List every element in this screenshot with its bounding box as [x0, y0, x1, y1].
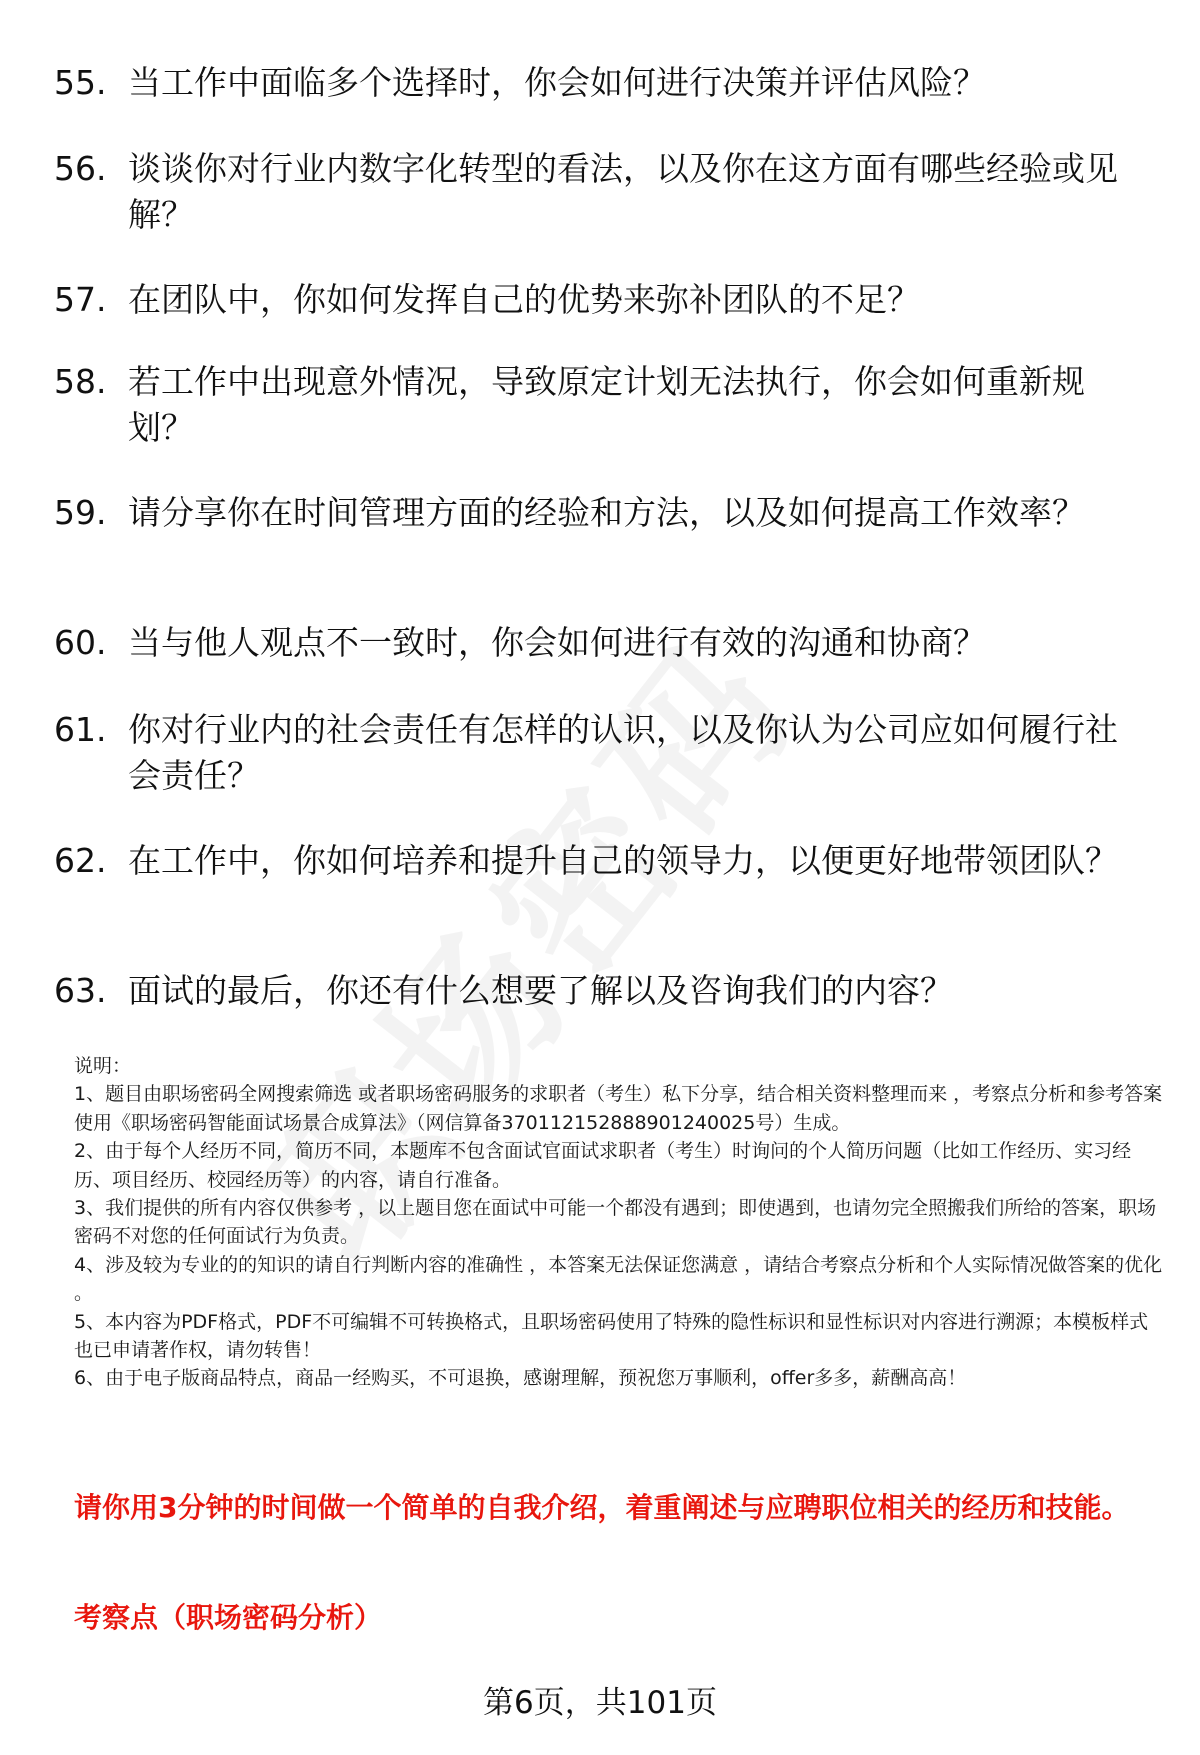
notes-section [74, 1052, 1164, 1393]
question-text: 谈谈你对行业内数字化转型的看法，以及你在这方面有哪些经验或见解？ [128, 149, 1118, 234]
question-number: 61. [54, 710, 107, 749]
question-item [54, 277, 1140, 323]
question-item [54, 146, 1140, 238]
notes-item: 2、由于每个人经历不同，简历不同，本题库不包含面试官面试求职者（考生）时询问的个人简历问题（比如工作经历、实习经历、项目经历、校园经历等）的内容，请自行准备。 [74, 1140, 1132, 1191]
question-text: 当与他人观点不一致时，你会如何进行有效的沟通和协商？ [128, 623, 986, 662]
question-item [54, 359, 1140, 451]
notes-item: 6、由于电子版商品特点，商品一经购买，不可退换，感谢理解，预祝您万事顺利，offer多多，薪酬高高！ [74, 1367, 967, 1390]
question-number: 58. [54, 362, 107, 401]
question-text: 在团队中，你如何发挥自己的优势来弥补团队的不足？ [128, 280, 920, 319]
question-text: 面试的最后，你还有什么想要了解以及咨询我们的内容？ [128, 971, 953, 1010]
question-number: 59. [54, 493, 107, 532]
question-item [54, 968, 1140, 1014]
question-item [54, 60, 1140, 106]
question-item [54, 838, 1140, 884]
question-number: 57. [54, 280, 107, 319]
question-text: 若工作中出现意外情况，导致原定计划无法执行，你会如何重新规划？ [128, 362, 1085, 447]
notes-item: 3、我们提供的所有内容仅供参考 ，以上题目您在面试中可能一个都没有遇到；即使遇到，也请勿完全照搬我们所给的答案，职场密码不对您的任何面试行为负责。 [74, 1197, 1157, 1248]
notes-title: 说明： [74, 1055, 132, 1077]
question-text: 请分享你在时间管理方面的经验和方法，以及如何提高工作效率？ [128, 493, 1085, 532]
page-number: 第6页，共101页 [483, 1685, 717, 1721]
question-number: 63. [54, 971, 107, 1010]
featured-question: 请你用3分钟的时间做一个简单的自我介绍，着重阐述与应聘职位相关的经历和技能。 [74, 1491, 1130, 1524]
question-item [54, 707, 1140, 799]
question-item [54, 620, 1140, 666]
question-text: 当工作中面临多个选择时，你会如何进行决策并评估风险？ [128, 63, 986, 102]
question-text: 在工作中，你如何培养和提升自己的领导力，以便更好地带领团队？ [128, 841, 1118, 880]
question-number: 55. [54, 63, 107, 102]
notes-item: 5、本内容为PDF格式，PDF不可编辑不可转换格式，且职场密码使用了特殊的隐性标识和显性标识对内容进行溯源；本模板样式也已申请著作权，请勿转售！ [74, 1310, 1149, 1362]
analysis-heading: 考察点（职场密码分析） [74, 1601, 383, 1634]
notes-item: 1、题目由职场密码全网搜索筛选 或者职场密码服务的求职者（考生）私下分享，结合相关资料整理而来 ，考察点分析和参考答案使用《职场密码智能面试场景合成算法》（网信算备370112152888901240025号）生成。 [74, 1083, 1163, 1134]
question-item [54, 490, 1140, 536]
question-number: 56. [54, 149, 107, 188]
question-number: 62. [54, 841, 107, 880]
notes-item: 4、涉及较为专业的的知识的请自行判断内容的准确性 ，本答案无法保证您满意 ，请结合考察点分析和个人实际情况做答案的优化 。 [74, 1253, 1163, 1305]
question-text: 你对行业内的社会责任有怎样的认识，以及你认为公司应如何履行社会责任？ [128, 710, 1118, 795]
question-number: 60. [54, 623, 107, 662]
